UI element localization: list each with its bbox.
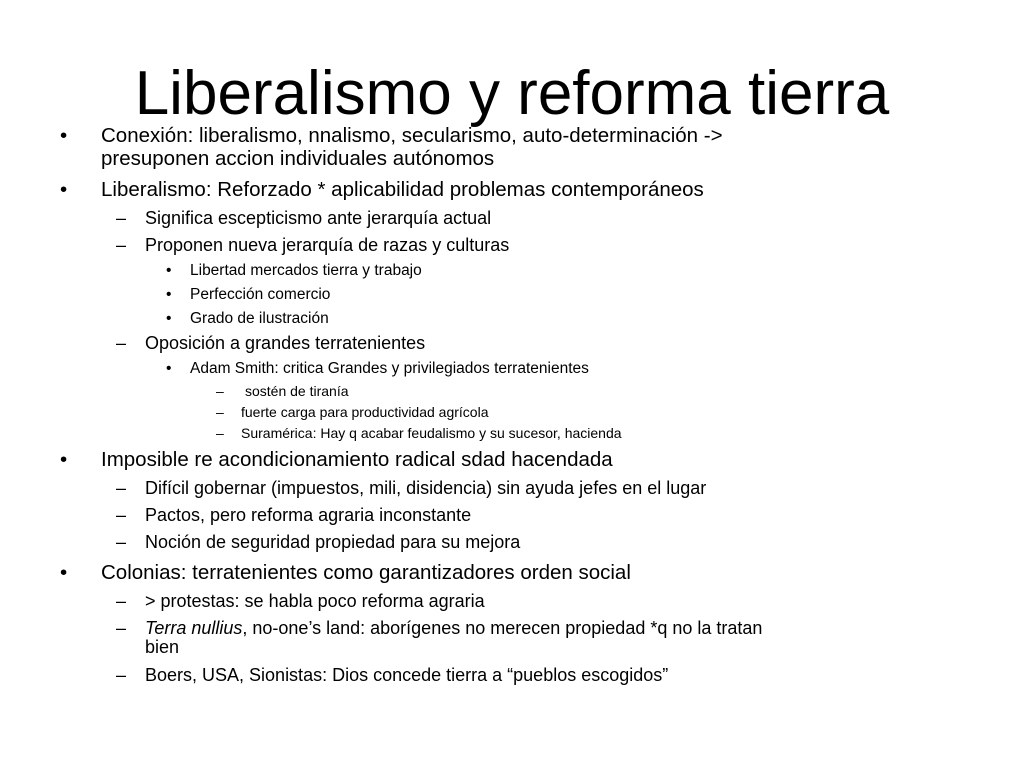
bullet-2-sub-3-item-1: Adam Smith: critica Grandes y privilegiados terratenientes — [190, 360, 589, 377]
bullet-2-sub-2: Proponen nueva jerarquía de razas y culturas — [145, 235, 510, 255]
bullet-dot: • — [60, 448, 68, 471]
bullet-dot: • — [60, 178, 68, 201]
bullet-4-sub-2-rest: , no-one’s land: aborígenes no merecen propiedad *q no la tratan — [242, 618, 763, 638]
sub-bullet-dash: – — [116, 208, 127, 228]
sub-bullet-dash: – — [116, 478, 127, 498]
bullet-4-sub-3: Boers, USA, Sionistas: Dios concede tierra a “pueblos escogidos” — [145, 665, 669, 685]
bullet-3-sub-1: Difícil gobernar (impuestos, mili, disidencia) sin ayuda jefes en el lugar — [145, 478, 707, 498]
bullet-4: Colonias: terratenientes como garantizadores orden social — [101, 561, 631, 584]
bullet-1-line-1: Conexión: liberalismo, nnalismo, secularismo, auto-determinación -> — [101, 124, 723, 147]
sub-bullet-dash: – — [116, 333, 127, 353]
sub-bullet-dash: – — [116, 235, 127, 255]
italic-term: Terra nullius — [145, 618, 243, 638]
bullet-4-sub-1: > protestas: se habla poco reforma agraria — [145, 591, 485, 611]
bullet-2-sub-3-item-1-point-3: Suramérica: Hay q acabar feudalismo y su sucesor, hacienda — [241, 425, 622, 441]
bullet-2-sub-1: Significa escepticismo ante jerarquía actual — [145, 208, 492, 228]
bullet-2-sub-2-item-1: Libertad mercados tierra y trabajo — [190, 262, 422, 279]
bullet-dot: • — [60, 124, 68, 147]
bullet-4-sub-2 — [145, 618, 762, 638]
sub-bullet-dash: – — [116, 618, 127, 638]
bullet-dot: • — [60, 561, 68, 584]
bullet-2: Liberalismo: Reforzado * aplicabilidad problemas contemporáneos — [101, 178, 704, 201]
sub-bullet-dash: – — [116, 505, 127, 525]
slide-title: Liberalismo y reforma tierra — [134, 59, 890, 128]
bullet-3-sub-2: Pactos, pero reforma agraria inconstante — [145, 505, 472, 525]
bullet-2-sub-3-item-1-point-1: sostén de tiranía — [245, 383, 349, 399]
sub-bullet-dash: – — [116, 665, 127, 685]
bullet-2-sub-3: Oposición a grandes terratenientes — [145, 333, 426, 353]
sub-sub-bullet-dot: • — [166, 262, 172, 279]
bullet-3-sub-3: Noción de seguridad propiedad para su mejora — [145, 532, 521, 552]
bullet-2-sub-2-item-2: Perfección comercio — [190, 286, 331, 303]
bullet-4-sub-2-line-2: bien — [145, 637, 180, 657]
sub-bullet-dash: – — [116, 591, 127, 611]
sub-sub-bullet-dot: • — [166, 286, 172, 303]
sub-sub-bullet-dot: • — [166, 360, 172, 377]
level-4-dash: – — [216, 383, 224, 399]
sub-bullet-dash: – — [116, 532, 127, 552]
sub-sub-bullet-dot: • — [166, 310, 172, 327]
level-4-dash: – — [216, 425, 224, 441]
bullet-2-sub-2-item-3: Grado de ilustración — [190, 310, 329, 327]
bullet-3: Imposible re acondicionamiento radical sdad hacendada — [101, 448, 613, 471]
level-4-dash: – — [216, 404, 224, 420]
bullet-2-sub-3-item-1-point-2: fuerte carga para productividad agrícola — [241, 404, 489, 420]
bullet-1-line-2: presuponen accion individuales autónomos — [101, 147, 495, 170]
